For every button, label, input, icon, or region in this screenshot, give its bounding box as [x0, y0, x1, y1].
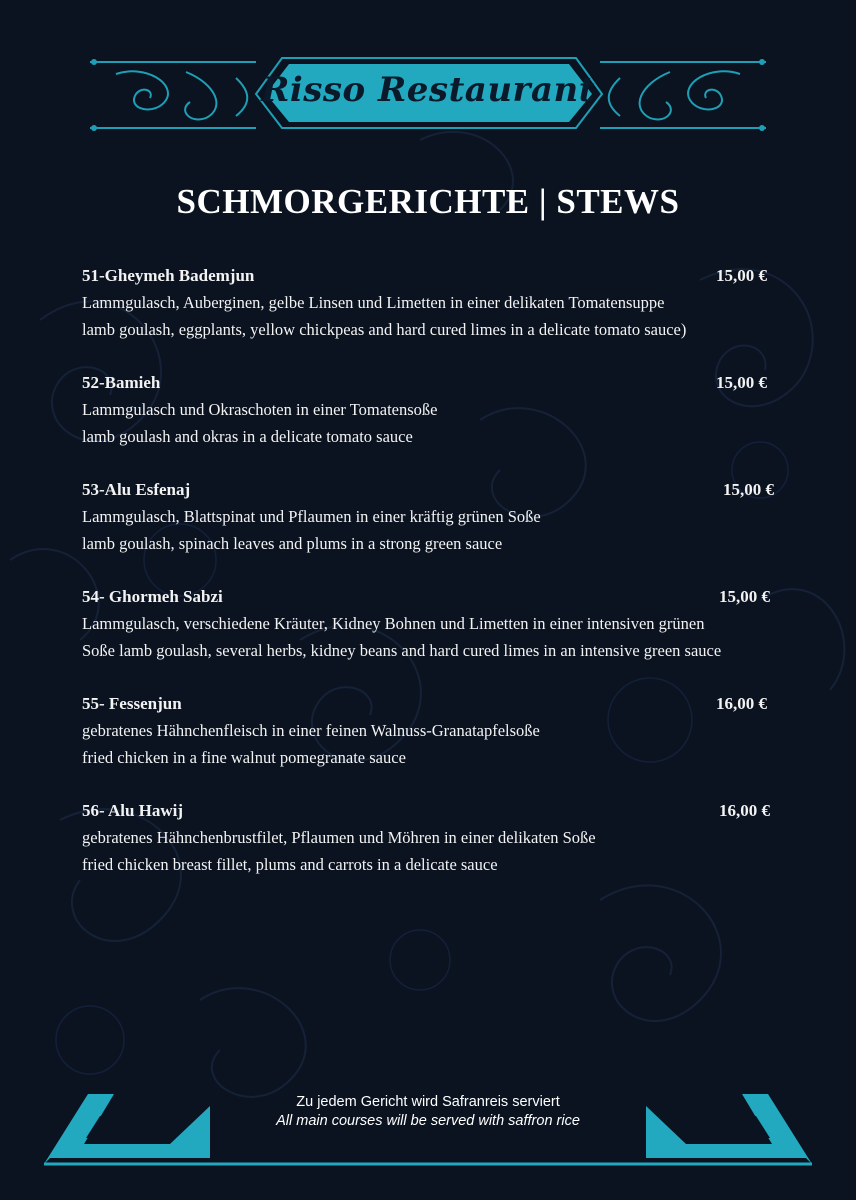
item-price: 16,00 €	[716, 694, 767, 713]
item-description-de: Lammgulasch, verschiedene Kräuter, Kidney Bohnen und Limetten in einer intensiven grünen	[82, 614, 705, 633]
menu-item	[82, 583, 812, 664]
item-name: 52-Bamieh	[82, 373, 161, 392]
menu-item	[82, 690, 812, 771]
item-description-de: gebratenes Hähnchenbrustfilet, Pflaumen und Möhren in einer delikaten Soße	[82, 828, 596, 847]
section-title: SCHMORGERICHTE | STEWS	[176, 182, 680, 221]
item-name: 53-Alu Esfenaj	[82, 480, 191, 499]
item-description-de: gebratenes Hähnchenfleisch in einer feinen Walnuss-Granatapfelsoße	[82, 721, 540, 740]
footer-line-en: All main courses will be served with saffron rice	[276, 1113, 580, 1129]
menu-item	[82, 797, 812, 878]
menu-item	[82, 476, 812, 557]
item-description-en: fried chicken in a fine walnut pomegranate sauce	[82, 748, 406, 767]
item-description-en: lamb goulash, eggplants, yellow chickpeas and hard cured limes in a delicate tomato sauce)	[82, 320, 687, 339]
item-description-de: Lammgulasch, Auberginen, gelbe Linsen und Limetten in einer delikaten Tomatensuppe	[82, 293, 665, 312]
item-description-de: Lammgulasch, Blattspinat und Pflaumen in einer kräftig grünen Soße	[82, 507, 541, 526]
item-description-en: lamb goulash, spinach leaves and plums in a strong green sauce	[82, 534, 503, 553]
item-price: 16,00 €	[719, 801, 770, 820]
item-name: 51-Gheymeh Bademjun	[82, 266, 255, 285]
item-name: 54- Ghormeh Sabzi	[82, 587, 223, 606]
menu-item	[82, 369, 812, 450]
menu-item	[82, 262, 812, 343]
item-price: 15,00 €	[716, 373, 767, 392]
item-name: 56- Alu Hawij	[82, 801, 184, 820]
item-price: 15,00 €	[723, 480, 774, 499]
footer-note	[0, 1093, 856, 1131]
item-description-en: lamb goulash and okras in a delicate tomato sauce	[82, 427, 413, 446]
restaurant-logo: Risso Restaurant	[261, 70, 595, 110]
item-description-en: Soße lamb goulash, several herbs, kidney beans and hard cured limes in an intensive green sauce	[82, 641, 722, 660]
item-description-en: fried chicken breast fillet, plums and carrots in a delicate sauce	[82, 855, 498, 874]
footer-line-de: Zu jedem Gericht wird Safranreis serviert	[296, 1094, 560, 1110]
item-price: 15,00 €	[716, 266, 767, 285]
item-name: 55- Fessenjun	[82, 694, 182, 713]
item-price: 15,00 €	[719, 587, 770, 606]
item-description-de: Lammgulasch und Okraschoten in einer Tomatensoße	[82, 400, 438, 419]
